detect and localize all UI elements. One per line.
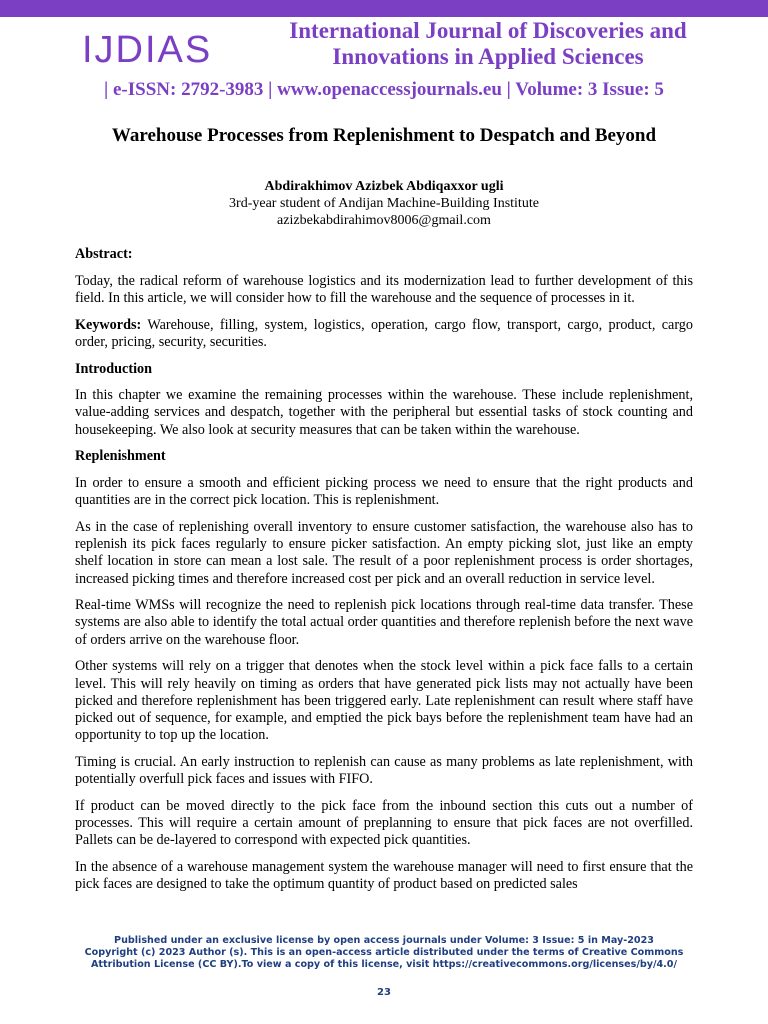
journal-title-line-2: Innovations in Applied Sciences	[332, 44, 644, 69]
footer-line-3[interactable]: Attribution License (CC BY).To view a copy of this license, visit https://creativecommons.org/licenses/by/4.0/	[91, 959, 677, 970]
replenishment-heading: Replenishment	[75, 448, 166, 465]
author-block	[0, 178, 768, 229]
journal-logo: IJDIAS	[82, 29, 213, 71]
footer-line-2: Copyright (c) 2023 Author (s). This is an open-access article distributed under the terms of Creative Commons	[84, 947, 684, 958]
journal-title	[232, 18, 744, 70]
page-number: 23	[377, 987, 391, 998]
keywords-label: Keywords:	[75, 316, 142, 333]
keywords-text: Warehouse, filling, system, logistics, operation, cargo flow, transport, cargo, product, cargo order, pricing, security, securities.	[75, 316, 693, 350]
license-footer	[80, 935, 688, 971]
abstract-heading: Abstract:	[75, 246, 133, 262]
replenishment-paragraph: In the absence of a warehouse management system the warehouse manager will need to first ensure that the pick faces are designed to take the optimum quantity of product based on predicted sales	[75, 858, 693, 893]
issn-volume-line: | e-ISSN: 2792-3983 | www.openaccessjournals.eu | Volume: 3 Issue: 5	[104, 79, 664, 100]
journal-title-line-1: International Journal of Discoveries and	[289, 18, 687, 43]
replenishment-paragraph: Real-time WMSs will recognize the need to replenish pick locations through real-time data transfer. These systems are also able to identify the total actual order quantities and therefore replenish before the next wave of orders arrive on the warehouse floor.	[75, 597, 693, 648]
replenishment-paragraph: As in the case of replenishing overall inventory to ensure customer satisfaction, the warehouse also has to replenish its pick faces regularly to ensure picker satisfaction. An empty picking slot, just like an empty shelf location in store can mean a lost sale. The result of a poor replenishment process is order shortages, increased picking times and therefore increased cost per pick and an overall reduction in service level.	[75, 518, 693, 587]
footer-line-1: Published under an exclusive license by open access journals under Volume: 3 Issue: 5 in May-2023	[114, 935, 654, 946]
replenishment-paragraph: Timing is crucial. An early instruction to replenish can cause as many problems as late replenishment, with potentially overfull pick faces and issues with FIFO.	[75, 753, 693, 788]
replenishment-paragraph: If product can be moved directly to the pick face from the inbound section this cuts out a number of processes. This will require a certain amount of preplanning to ensure that pick faces are not overfilled. Pallets can be de-layered to correspond with expected pick quantities.	[75, 797, 693, 849]
author-email[interactable]: azizbekabdirahimov8006@gmail.com	[277, 213, 491, 228]
replenishment-paragraph: In order to ensure a smooth and efficient picking process we need to ensure that the right products and quantities are in the correct pick location. This is replenishment.	[75, 475, 693, 509]
header-accent-bar	[0, 0, 768, 17]
article-body	[75, 246, 693, 903]
introduction-text: In this chapter we examine the remaining processes within the warehouse. These include replenishment, value-adding services and despatch, together with the peripheral but essential tasks of stock counting and housekeeping. We also look at security measures that can be taken within the warehouse.	[75, 387, 693, 438]
author-affiliation: 3rd-year student of Andijan Machine-Building Institute	[229, 196, 539, 211]
replenishment-paragraph: Other systems will rely on a trigger that denotes when the stock level within a pick face falls to a certain level. This will rely heavily on timing as orders that have generated pick lists may not actually have been picked and therefore replenishment has been triggered early. Late replenishment can result where staff have picked out of sequence, for example, and emptied the pick bays before the replenishment team have had an opportunity to top up the location.	[75, 658, 693, 744]
author-name: Abdirakhimov Azizbek Abdiqaxxor ugli	[264, 179, 504, 194]
keywords-paragraph	[75, 317, 693, 351]
abstract-text: Today, the radical reform of warehouse logistics and its modernization lead to further development of this field. In this article, we will consider how to fill the warehouse and the sequence of processes in it.	[75, 272, 693, 306]
introduction-heading: Introduction	[75, 360, 152, 377]
paper-title: Warehouse Processes from Replenishment to Despatch and Beyond	[111, 125, 657, 146]
